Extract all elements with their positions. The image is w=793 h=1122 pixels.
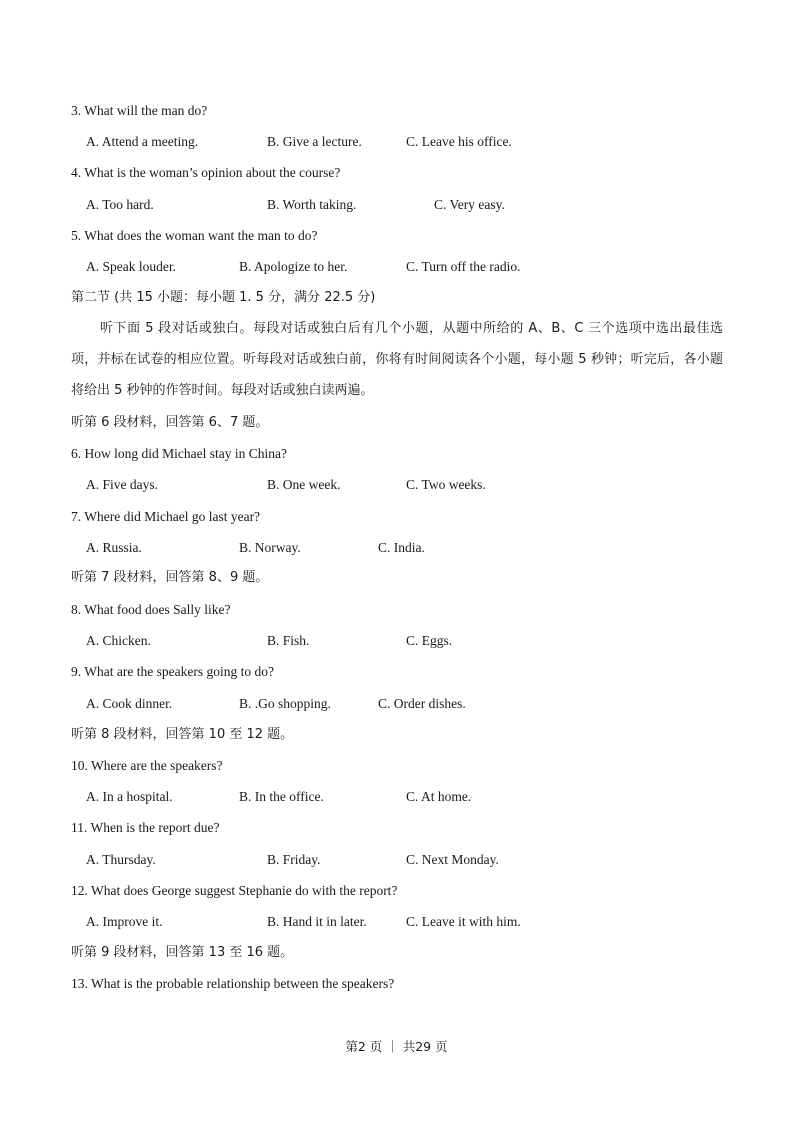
option-b: B. Fish. bbox=[267, 633, 310, 648]
option-b: B. Norway. bbox=[239, 540, 301, 555]
option-c: C. Leave it with him. bbox=[406, 914, 521, 929]
question-12: 12. What does George suggest Stephanie do with the report? bbox=[71, 883, 398, 898]
option-b: B. Apologize to her. bbox=[239, 259, 348, 274]
option-a: A. Five days. bbox=[86, 477, 158, 492]
option-c: C. Very easy. bbox=[434, 197, 505, 212]
option-a: A. Russia. bbox=[86, 540, 142, 555]
option-c: C. Two weeks. bbox=[406, 477, 486, 492]
option-b: B. Worth taking. bbox=[267, 197, 357, 212]
option-c: C. At home. bbox=[406, 789, 472, 804]
question-13: 13. What is the probable relationship between the speakers? bbox=[71, 976, 395, 991]
option-c: C. Next Monday. bbox=[406, 852, 499, 867]
page-footer: 第2 页 ｜ 共29 页 bbox=[345, 1039, 448, 1054]
group-label: 听第 6 段材料，回答第 6、7 题。 bbox=[71, 415, 269, 430]
question-5: 5. What does the woman want the man to do? bbox=[71, 228, 318, 243]
question-4: 4. What is the woman’s opinion about the course? bbox=[71, 165, 341, 180]
question-9: 9. What are the speakers going to do? bbox=[71, 664, 274, 679]
option-a: A. Attend a meeting. bbox=[86, 134, 199, 149]
question-10: 10. Where are the speakers? bbox=[71, 758, 223, 773]
question-11: 11. When is the report due? bbox=[71, 820, 220, 835]
option-a: A. Chicken. bbox=[86, 633, 151, 648]
section-heading: 第二节 (共 15 小题：每小题 1. 5 分，满分 22.5 分) bbox=[71, 290, 376, 305]
group-label: 听第 9 段材料，回答第 13 至 16 题。 bbox=[71, 945, 294, 960]
question-6: 6. How long did Michael stay in China? bbox=[71, 446, 287, 461]
section-instructions: 听下面 5 段对话或独白。每段对话或独白后有几个小题，从题中所给的 A、B、C 三个选项中选出最佳选项，并标在试卷的相应位置。听每段对话或独白前，你将有时间阅读各个小题，每小题 5 秒钟；听完后，各小题将给出 5 秒钟的作答时间。每段对话或独白读两遍。 bbox=[71, 321, 723, 399]
option-a: A. Thursday. bbox=[86, 852, 156, 867]
option-c: C. Leave his office. bbox=[406, 134, 512, 149]
option-c: C. Eggs. bbox=[406, 633, 453, 648]
option-c: C. Turn off the radio. bbox=[406, 259, 521, 274]
option-a: A. Cook dinner. bbox=[86, 696, 173, 711]
option-b: B. In the office. bbox=[239, 789, 324, 804]
group-label: 听第 7 段材料，回答第 8、9 题。 bbox=[71, 570, 269, 585]
question-8: 8. What food does Sally like? bbox=[71, 602, 231, 617]
option-a: A. Too hard. bbox=[86, 197, 154, 212]
option-a: A. Speak louder. bbox=[86, 259, 176, 274]
option-b: B. Give a lecture. bbox=[267, 134, 362, 149]
option-a: A. In a hospital. bbox=[86, 789, 173, 804]
option-b: B. Hand it in later. bbox=[267, 914, 367, 929]
option-b: B. .Go shopping. bbox=[239, 696, 331, 711]
option-b: B. Friday. bbox=[267, 852, 321, 867]
option-c: C. India. bbox=[378, 540, 425, 555]
group-label: 听第 8 段材料，回答第 10 至 12 题。 bbox=[71, 727, 294, 742]
question-7: 7. Where did Michael go last year? bbox=[71, 509, 261, 524]
option-c: C. Order dishes. bbox=[378, 696, 466, 711]
question-3: 3. What will the man do? bbox=[71, 103, 208, 118]
option-b: B. One week. bbox=[267, 477, 341, 492]
option-a: A. Improve it. bbox=[86, 914, 163, 929]
